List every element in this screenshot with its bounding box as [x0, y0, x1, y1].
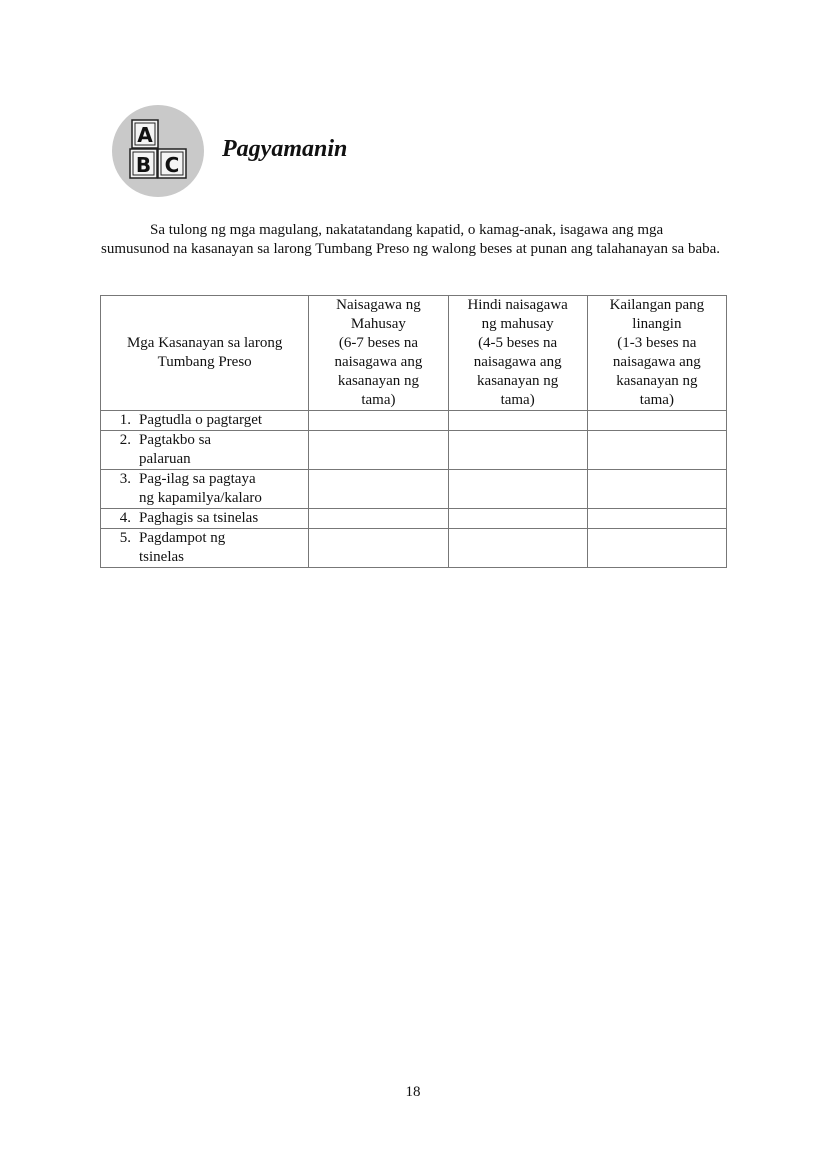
skill-cell [101, 431, 309, 470]
header-line: ng mahusay [481, 316, 554, 332]
rating-cell-not-well[interactable] [448, 509, 587, 529]
header-line: kasanayan ng [477, 373, 559, 389]
skills-table [100, 295, 727, 568]
rating-cell-well[interactable] [309, 509, 448, 529]
item-number: 4. [119, 510, 131, 526]
header-line: tama) [639, 392, 674, 408]
header-line: (1-3 beses na [617, 335, 697, 351]
rating-cell-well[interactable] [309, 411, 448, 431]
table-row [101, 529, 727, 568]
rating-cell-well[interactable] [309, 431, 448, 470]
skill-label: Paghagis sa tsinelas [139, 510, 259, 526]
item-number: 3. [119, 471, 131, 487]
header-line: naisagawa ang [334, 354, 423, 370]
skill-label: Pagtakbo sa [139, 432, 212, 448]
table-row [101, 509, 727, 529]
header-line: Mahusay [350, 316, 406, 332]
block-letter-b: B [135, 153, 152, 177]
rating-cell-needs-practice[interactable] [587, 411, 726, 431]
rating-cell-needs-practice[interactable] [587, 431, 726, 470]
header-skills [101, 296, 309, 411]
skill-label: palaruan [139, 451, 191, 467]
section-title: Pagyamanin [222, 136, 348, 162]
skill-label: tsinelas [139, 549, 184, 565]
instructions-paragraph: Sa tulong ng mga magulang, nakatatandang kapatid, o kamag-anak, isagawa ang mga sumusunod na kasanayan sa larong Tumbang Preso ng walong beses at punan ang talahanayan sa baba. [101, 222, 721, 257]
page-number: 18 [405, 1084, 421, 1100]
header-line: (4-5 beses na [478, 335, 558, 351]
rating-cell-well[interactable] [309, 470, 448, 509]
header-line: kasanayan ng [616, 373, 698, 389]
header-line: tama) [361, 392, 396, 408]
header-line: Naisagawa ng [336, 297, 421, 313]
header-not-done-well [448, 296, 587, 411]
rating-cell-needs-practice[interactable] [587, 470, 726, 509]
header-needs-practice [587, 296, 726, 411]
rating-cell-needs-practice[interactable] [587, 529, 726, 568]
block-letter-c: C [164, 153, 180, 177]
rating-cell-not-well[interactable] [448, 529, 587, 568]
abc-blocks-icon [112, 105, 204, 197]
header-line: naisagawa ang [612, 354, 701, 370]
table-row [101, 470, 727, 509]
header-line: linangin [632, 316, 682, 332]
header-done-well [309, 296, 448, 411]
skill-label: Pag-ilag sa pagtaya [139, 471, 256, 487]
skill-label: Pagtudla o pagtarget [139, 412, 263, 428]
item-number: 2. [119, 432, 131, 448]
skill-cell [101, 411, 309, 431]
skill-label: ng kapamilya/kalaro [139, 490, 262, 506]
header-line: Mga Kasanayan sa larong [126, 335, 283, 351]
rating-cell-not-well[interactable] [448, 431, 587, 470]
table-row [101, 431, 727, 470]
skill-cell [101, 470, 309, 509]
skill-cell [101, 529, 309, 568]
item-number: 1. [119, 412, 131, 428]
header-line: Kailangan pang [609, 297, 705, 313]
block-letter-a: A [137, 123, 153, 147]
rating-cell-not-well[interactable] [448, 411, 587, 431]
rating-cell-not-well[interactable] [448, 470, 587, 509]
header-line: kasanayan ng [337, 373, 420, 389]
skill-label: Pagdampot ng [139, 530, 226, 546]
header-line: (6-7 beses na [338, 335, 418, 351]
rating-cell-needs-practice[interactable] [587, 509, 726, 529]
item-number: 5. [119, 530, 131, 546]
header-line: Hindi naisagawa [467, 297, 568, 313]
table-row [101, 411, 727, 431]
header-line: tama) [500, 392, 535, 408]
skill-cell [101, 509, 309, 529]
header-line: naisagawa ang [473, 354, 562, 370]
table-header-row [101, 296, 727, 411]
rating-cell-well[interactable] [309, 529, 448, 568]
header-line: Tumbang Preso [157, 354, 252, 370]
